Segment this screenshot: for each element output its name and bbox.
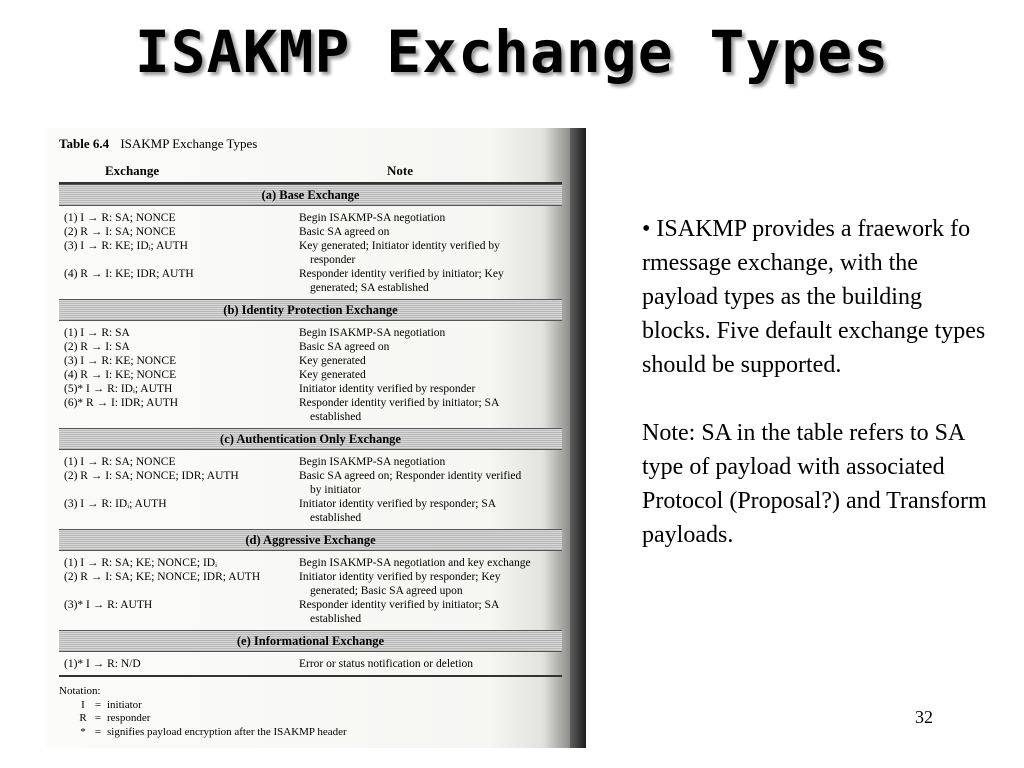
notation-symbol: R xyxy=(79,712,87,724)
section-heading: (e) Informational Exchange xyxy=(59,630,562,652)
book-binding-shadow xyxy=(570,128,586,748)
notation-row: R = responder xyxy=(59,712,347,726)
section-informational xyxy=(59,652,562,675)
notation-row: * = signifies payload encryption after the ISAKMP header xyxy=(59,726,347,740)
notation-legend xyxy=(59,685,347,739)
slide-body-text xyxy=(642,212,992,552)
notation-symbol: * xyxy=(80,725,86,738)
section-heading: (a) Base Exchange xyxy=(59,184,562,206)
exchange-cell: (4) R → I: KE; NONCE xyxy=(64,369,177,381)
note-cell: Initiator identity verified by responder; SA xyxy=(299,498,497,510)
section-heading: (d) Aggressive Exchange xyxy=(59,529,562,551)
exchange-cell: (1) I → R: SA; KE; NONCE; IDᵢ xyxy=(64,557,217,569)
table-row xyxy=(59,570,562,598)
note-cell-continued: established xyxy=(310,613,362,625)
note-cell: Responder identity verified by initiator; SA xyxy=(299,599,500,611)
note-cell: Responder identity verified by initiator; Key xyxy=(299,268,504,280)
note-cell: Initiator identity verified by responder xyxy=(299,383,476,395)
table-row xyxy=(59,497,562,525)
note-cell: Begin ISAKMP-SA negotiation and key exchange xyxy=(299,557,531,569)
note-cell: Basic SA agreed on xyxy=(299,226,390,238)
table-row xyxy=(59,225,562,239)
table-row xyxy=(59,239,562,267)
exchange-cell: (1)* I → R: N/D xyxy=(64,658,141,670)
note-text: Note: SA in the table refers to SA type of payload with associated Protocol (Proposal?) and Transform payloads. xyxy=(642,420,987,548)
table-row xyxy=(59,340,562,354)
table-row xyxy=(59,556,562,570)
note-cell-continued: established xyxy=(310,411,362,423)
notation-title: Notation: xyxy=(59,685,101,697)
bullet-text: • ISAKMP provides a fraework fo rmessage exchange, with the payload types as the building blocks. Five default exchange types should be supported. xyxy=(642,216,986,378)
note-cell: Begin ISAKMP-SA negotiation xyxy=(299,456,446,468)
page-number: 32 xyxy=(915,707,933,727)
slide-title: ISAKMP Exchange Types xyxy=(134,18,890,86)
table-row xyxy=(59,267,562,295)
table-row xyxy=(59,469,562,497)
exchange-cell: (3)* I → R: AUTH xyxy=(64,599,153,611)
exchange-cell: (3) I → R: KE; IDᵢ; AUTH xyxy=(64,240,188,252)
note-cell-continued: generated; SA established xyxy=(310,282,429,294)
column-header-exchange: Exchange xyxy=(105,163,160,178)
table-row xyxy=(59,657,562,671)
exchange-cell: (3) I → R: IDᵢ; AUTH xyxy=(64,498,167,510)
note-cell: Key generated xyxy=(299,355,366,367)
note-cell: Responder identity verified by initiator; SA xyxy=(299,397,500,409)
notation-meaning: initiator xyxy=(107,698,142,711)
note-cell: Initiator identity verified by responder; Key xyxy=(299,571,501,583)
note-cell: Key generated xyxy=(299,369,366,381)
table-row xyxy=(59,368,562,382)
table-row xyxy=(59,354,562,368)
exchange-cell: (4) R → I: KE; IDR; AUTH xyxy=(64,268,194,280)
section-base-exchange xyxy=(59,206,562,299)
table-caption xyxy=(59,136,257,152)
table-row xyxy=(59,211,562,225)
exchange-cell: (2) R → I: SA; KE; NONCE; IDR; AUTH xyxy=(64,571,261,583)
exchange-cell: (3) I → R: KE; NONCE xyxy=(64,355,177,367)
exchange-cell: (2) R → I: SA; NONCE xyxy=(64,226,176,238)
notation-meaning: signifies payload encryption after the ISAKMP header xyxy=(107,725,347,738)
note-cell-continued: generated; Basic SA agreed upon xyxy=(310,585,463,597)
table-row xyxy=(59,455,562,469)
table-row xyxy=(59,396,562,424)
note-cell-continued: by initiator xyxy=(310,484,361,496)
note-cell: Begin ISAKMP-SA negotiation xyxy=(299,212,446,224)
section-identity-protection xyxy=(59,321,562,428)
section-aggressive xyxy=(59,551,562,630)
table-row xyxy=(59,326,562,340)
exchange-cell: (6)* R → I: IDR; AUTH xyxy=(64,397,179,409)
section-heading: (b) Identity Protection Exchange xyxy=(59,299,562,321)
exchange-cell: (2) R → I: SA xyxy=(64,341,130,353)
note-cell-continued: responder xyxy=(310,254,356,266)
table-caption-title: ISAKMP Exchange Types xyxy=(120,136,258,151)
scanned-table-image xyxy=(47,128,586,748)
note-cell: Basic SA agreed on xyxy=(299,341,390,353)
exchange-cell: (2) R → I: SA; NONCE; IDR; AUTH xyxy=(64,470,239,482)
table-caption-number: Table 6.4 xyxy=(59,136,110,151)
note-cell: Error or status notification or deletion xyxy=(299,658,474,670)
table-row xyxy=(59,598,562,626)
section-heading: (c) Authentication Only Exchange xyxy=(59,428,562,450)
exchange-table xyxy=(59,182,562,677)
notation-meaning: responder xyxy=(107,712,151,724)
exchange-cell: (1) I → R: SA xyxy=(64,327,130,339)
notation-symbol: I xyxy=(81,698,85,711)
section-authentication-only xyxy=(59,450,562,529)
table-row xyxy=(59,382,562,396)
exchange-cell: (5)* I → R: IDᵢ; AUTH xyxy=(64,383,173,395)
exchange-cell: (1) I → R: SA; NONCE xyxy=(64,456,176,468)
notation-row: I = initiator xyxy=(59,699,347,713)
exchange-cell: (1) I → R: SA; NONCE xyxy=(64,212,176,224)
column-header-note: Note xyxy=(387,163,413,178)
note-cell-continued: established xyxy=(310,512,362,524)
note-cell: Begin ISAKMP-SA negotiation xyxy=(299,327,446,339)
note-cell: Key generated; Initiator identity verified by xyxy=(299,240,500,252)
note-cell: Basic SA agreed on; Responder identity verified xyxy=(299,470,522,482)
